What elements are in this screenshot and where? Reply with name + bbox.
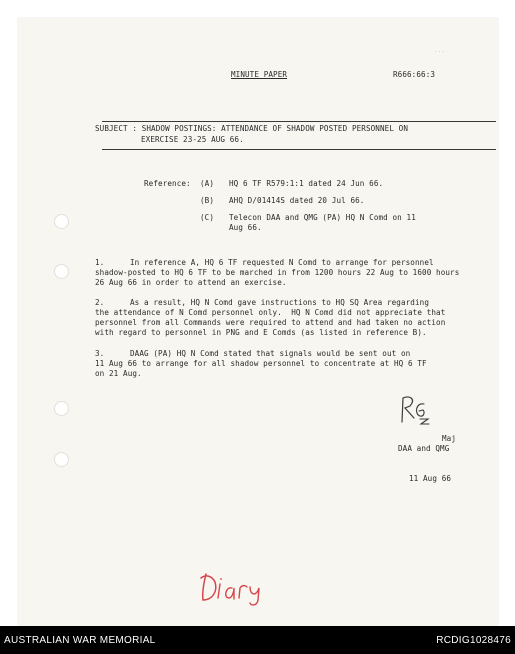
handwritten-diary-annotation	[198, 570, 270, 608]
paragraph-1-line: In reference A, HQ 6 TF requested N Comd to arrange for personnel	[130, 258, 434, 267]
punch-hole	[54, 264, 69, 279]
signatory-position: DAA and QMG	[398, 444, 450, 453]
reference-number: R666:66:3	[393, 70, 436, 79]
paragraph-2-line: personnel from all Commands were required to attend and had taken no action	[95, 318, 446, 327]
document-page	[18, 18, 498, 626]
paragraph-2-line: As a result, HQ N Comd gave instructions to HQ SQ Area regarding	[130, 298, 429, 307]
subject-line-2: EXERCISE 23-25 AUG 66.	[141, 135, 244, 144]
reference-text-c: Telecon DAA and QMG (PA) HQ N Comd on 11	[229, 213, 416, 222]
signatory-rank: Maj	[442, 434, 457, 443]
paragraph-1-line: shadow-posted to HQ 6 TF to be marched in from 1200 hours 22 Aug to 1600 hours	[95, 268, 460, 277]
paragraph-3-line: 11 Aug 66 to arrange for all shadow personnel to concentrate at HQ 6 TF	[95, 359, 427, 368]
footer-institution: AUSTRALIAN WAR MEMORIAL	[4, 635, 156, 646]
punch-hole	[54, 401, 69, 416]
reference-text-a: HQ 6 TF R579:1:1 dated 24 Jun 66.	[229, 179, 384, 188]
subject-line-1: SUBJECT : SHADOW POSTINGS: ATTENDANCE OF SHADOW POSTED PERSONNEL ON	[95, 124, 409, 133]
reference-mark-b: (B)	[200, 196, 215, 205]
subject-top-rule	[102, 121, 496, 122]
paragraph-1-number: 1.	[95, 258, 105, 267]
archive-footer-bar	[0, 626, 515, 654]
paragraph-2-line: the attendance of N Comd personnel only. HQ N Comd did not appreciate that	[95, 308, 446, 317]
paragraph-3-line: on 21 Aug.	[95, 369, 142, 378]
punch-hole	[54, 452, 69, 467]
paragraph-3-line: DAAG (PA) HQ N Comd stated that signals would be sent out on	[130, 349, 411, 358]
subject-bottom-rule	[102, 149, 496, 150]
reference-text-c-cont: Aug 66.	[229, 223, 262, 232]
document-date: 11 Aug 66	[409, 474, 452, 483]
reference-text-b: AHQ D/01414S dated 20 Jul 66.	[229, 196, 365, 205]
paragraph-2-number: 2.	[95, 298, 105, 307]
reference-label: Reference:	[144, 179, 191, 188]
page-title: MINUTE PAPER	[231, 70, 288, 79]
paragraph-2-line: with regard to personnel in PNG and E Comds (as listed in reference B).	[95, 328, 427, 337]
corner-mark: ...	[434, 47, 446, 54]
punch-hole	[54, 214, 69, 229]
handwritten-initials	[396, 392, 430, 426]
footer-record-id: RCDIG1028476	[436, 635, 511, 646]
reference-mark-a: (A)	[200, 179, 215, 188]
reference-mark-c: (C)	[200, 213, 215, 222]
paragraph-3-number: 3.	[95, 349, 105, 358]
paragraph-1-line: 26 Aug 66 in order to attend an exercise.	[95, 278, 287, 287]
